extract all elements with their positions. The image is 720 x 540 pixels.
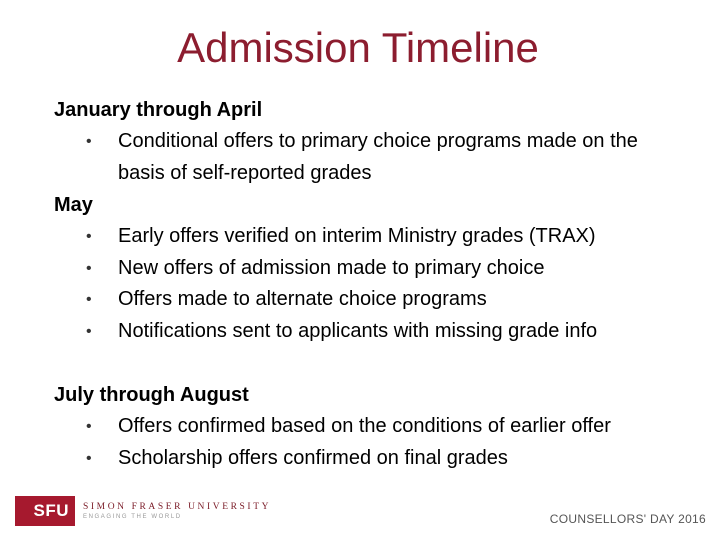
bullet-text: New offers of admission made to primary choice [118,256,545,279]
bullet-dot-icon: • [86,449,92,467]
bullet-text: Scholarship offers confirmed on final grades [118,446,508,469]
list-item [54,443,694,475]
bullet-list-jan-apr [54,126,694,189]
bullet-text: Offers confirmed based on the conditions of earlier offer [118,415,611,437]
list-item [54,316,694,348]
bullet-text: Early offers verified on interim Ministry grades (TRAX) [118,225,596,247]
section-spacer [54,347,694,379]
bullet-list-may [54,221,694,347]
list-item [54,221,694,253]
sfu-logo-mark: SFU [15,496,75,526]
bullet-dot-icon: • [86,291,92,308]
section-heading-jul-aug: July through August [54,384,249,406]
sfu-logo [15,496,271,526]
list-item [54,411,694,443]
bullet-dot-icon: • [86,322,92,340]
section-heading-may: May [54,194,93,216]
bullet-text: Offers made to alternate choice programs [118,288,487,310]
bullet-dot-icon: • [86,228,92,245]
slide-content [54,94,694,474]
list-item [54,126,678,189]
section-heading-jan-apr: January through April [54,99,263,121]
slide-title: Admission Timeline [177,24,539,71]
bullet-dot-icon: • [86,259,92,277]
bullet-list-jul-aug [54,411,694,474]
list-item [54,253,694,285]
bullet-dot-icon: • [86,418,92,435]
sfu-logo-text [83,502,271,521]
footer-caption: COUNSELLORS' DAY 2016 [549,512,706,526]
list-item [54,284,694,316]
sfu-logo-tagline: ENGAGING THE WORLD [83,513,182,520]
bullet-text: Notifications sent to applicants with missing grade info [118,319,598,342]
bullet-dot-icon: • [86,133,92,150]
bullet-text: Conditional offers to primary choice programs made on the basis of self-reported grades [118,130,638,184]
sfu-logo-name: SIMON FRASER UNIVERSITY [83,501,272,512]
